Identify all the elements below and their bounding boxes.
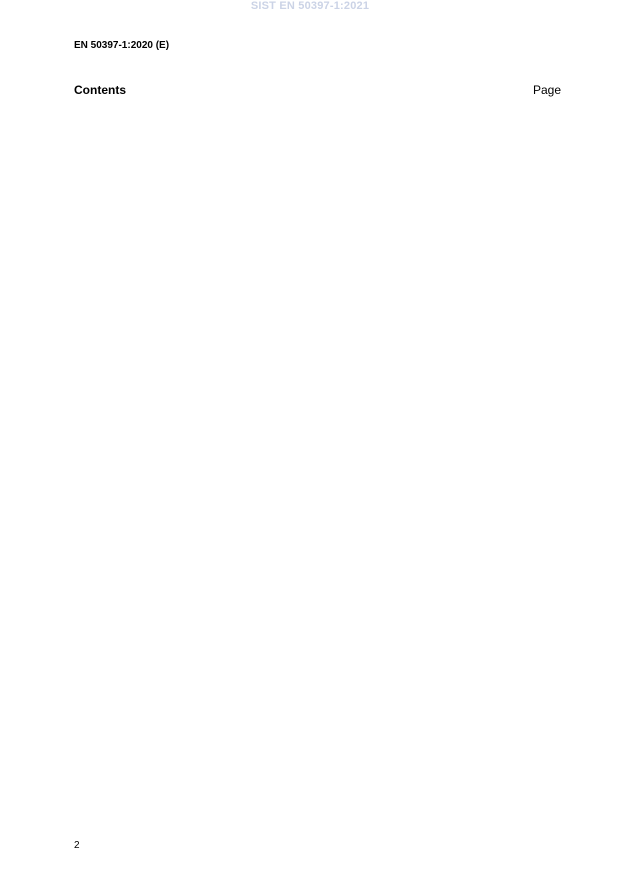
contents-title: Contents: [74, 83, 126, 97]
page-column-label: Page: [532, 83, 561, 97]
document-id: EN 50397-1:2020 (E): [74, 40, 170, 51]
watermark: SIST EN 50397-1:2021: [250, 0, 370, 12]
page-number: 2: [74, 840, 80, 851]
